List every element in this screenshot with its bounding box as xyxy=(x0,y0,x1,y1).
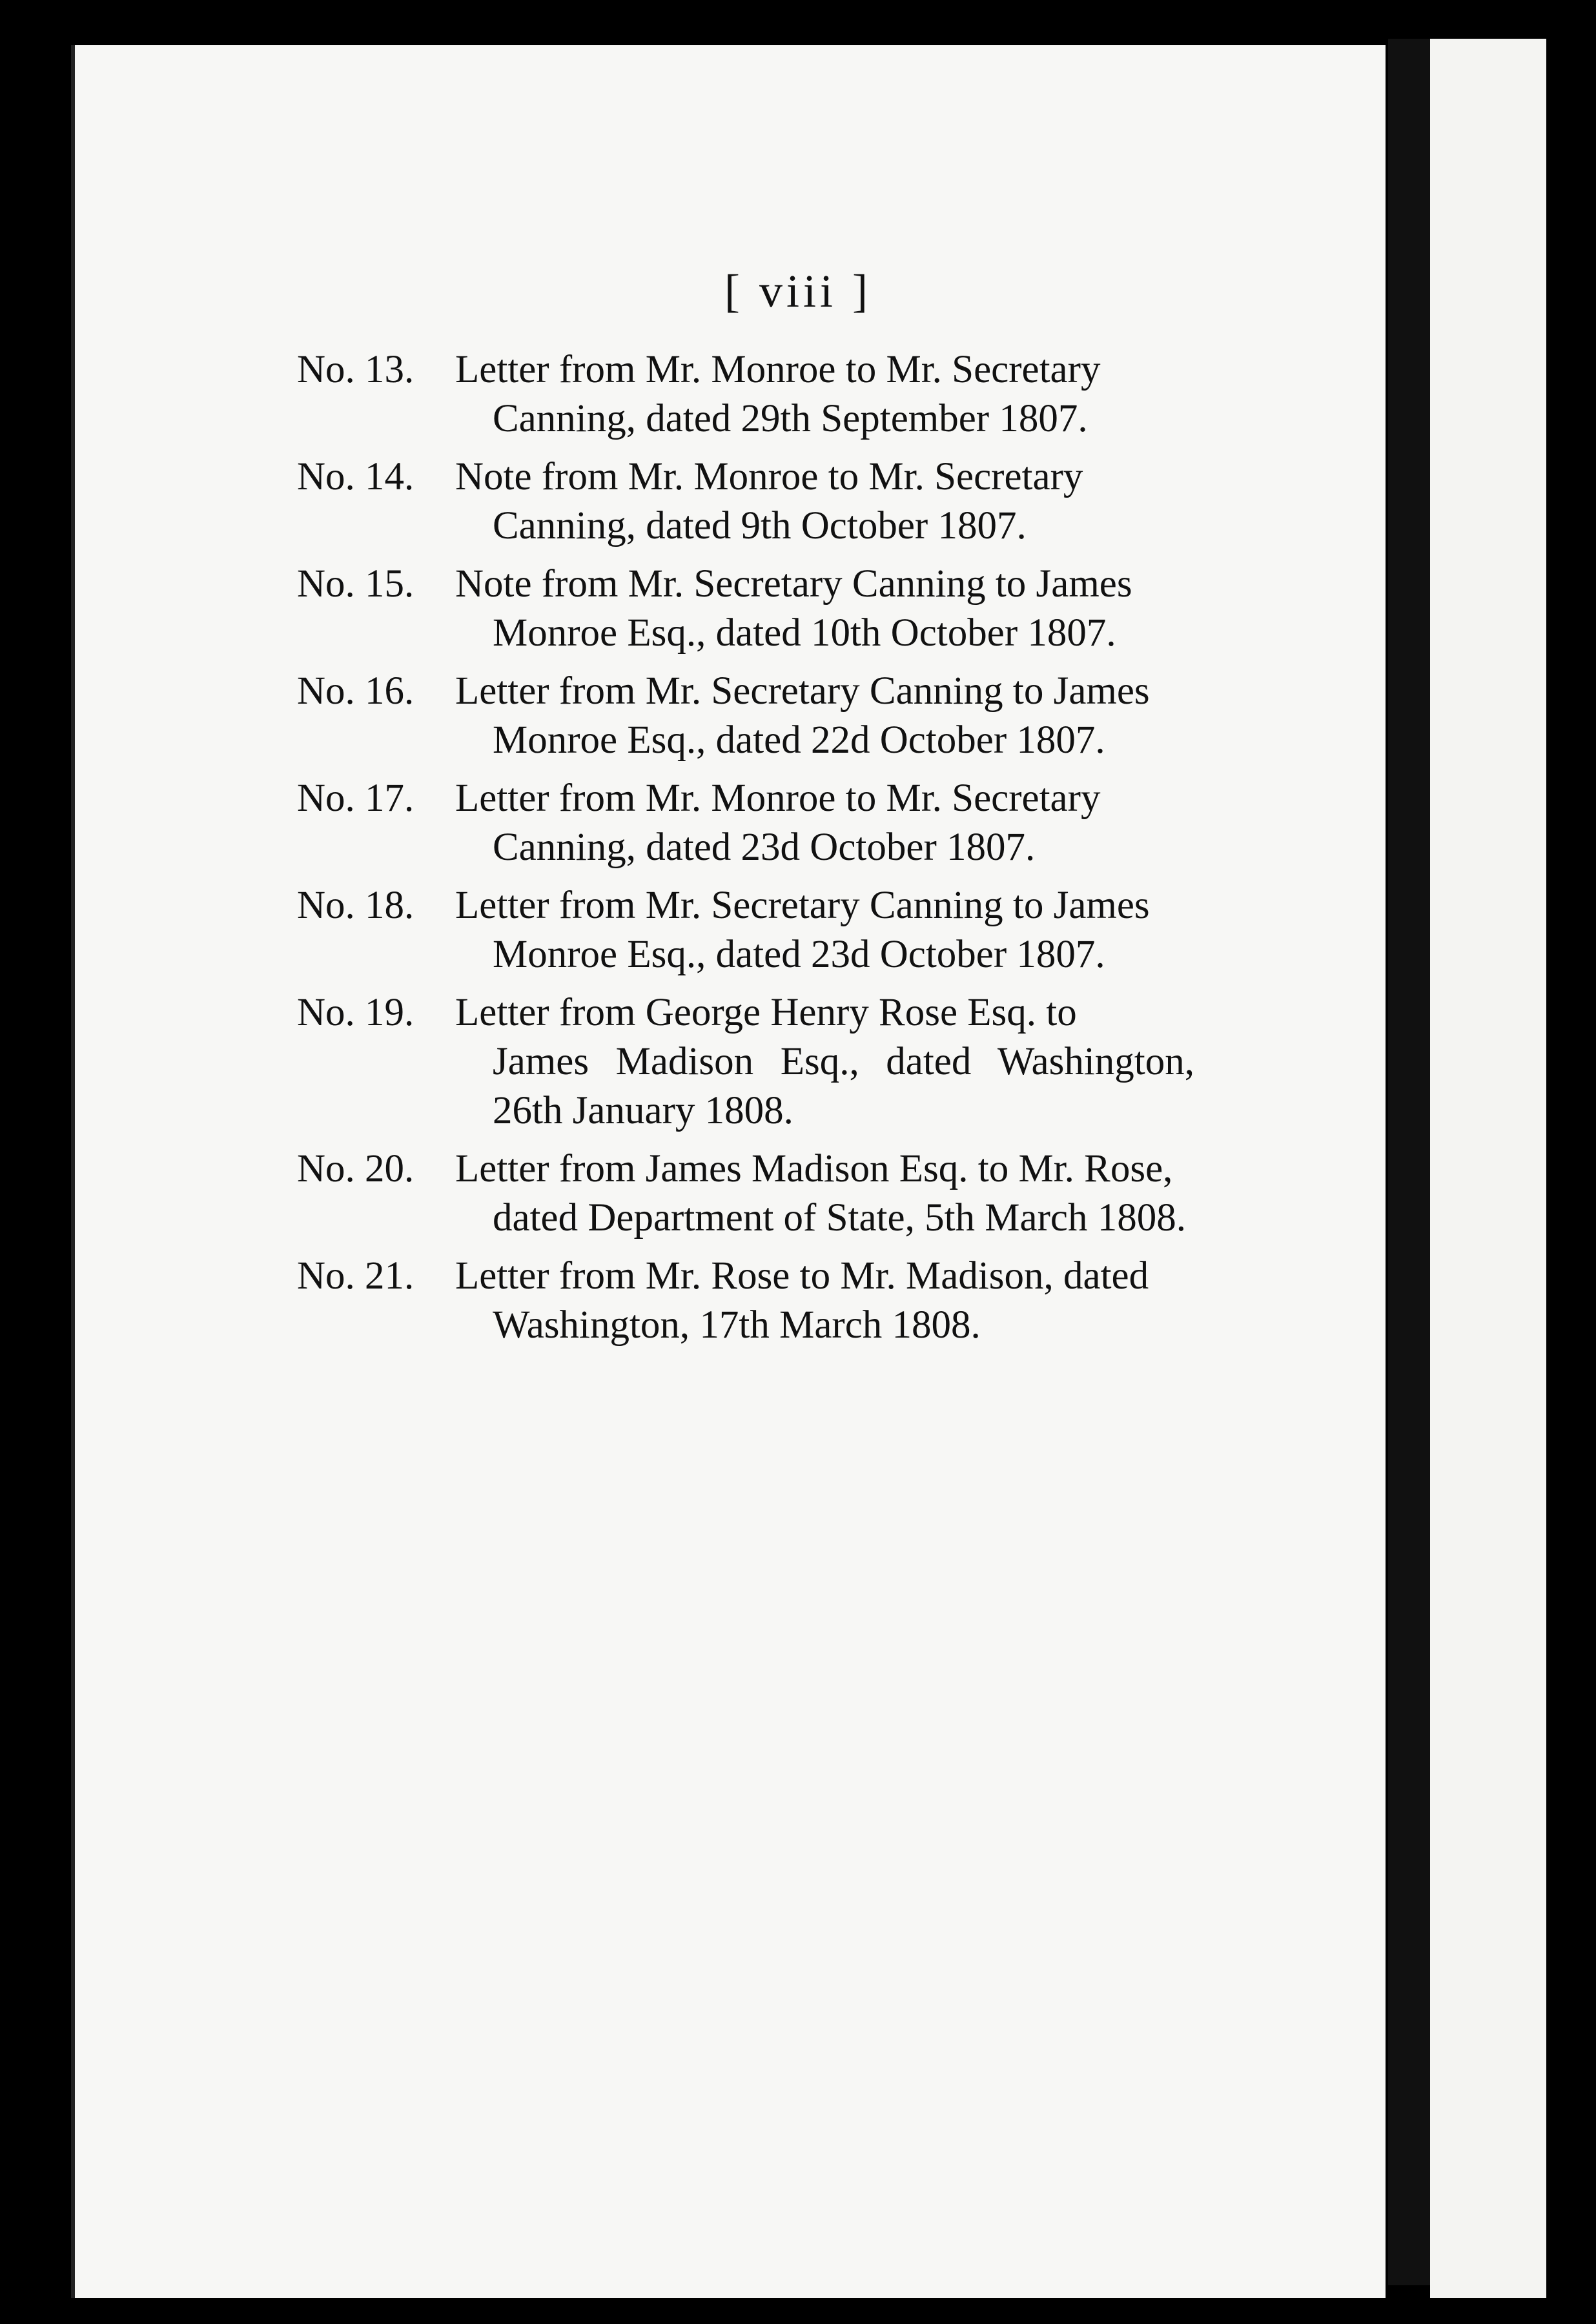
entry-description xyxy=(455,560,1194,658)
entry-number: No. 19. xyxy=(297,991,414,1034)
entry-continuation: Monroe Esq., dated 10th October 1807. xyxy=(493,611,1116,655)
contents-entry xyxy=(297,881,1194,979)
entry-continuation: dated Department of State, 5th March 1808. xyxy=(493,1196,1186,1239)
entry-number: No. 20. xyxy=(297,1147,414,1190)
entry-continuation: Monroe Esq., dated 23d October 1807. xyxy=(493,933,1105,976)
contents-entry xyxy=(297,667,1194,765)
entry-description xyxy=(455,667,1194,765)
entry-description xyxy=(455,1145,1194,1243)
entry-number: No. 14. xyxy=(297,455,414,498)
page-number: [ viii ] xyxy=(724,265,872,317)
entry-line: Note from Mr. Secretary Canning to James xyxy=(455,562,1132,606)
entry-continuation: James Madison Esq., dated Washington, 26th January 1808. xyxy=(493,1040,1194,1132)
entry-number: No. 18. xyxy=(297,884,414,927)
entry-line: Letter from Mr. Monroe to Mr. Secretary xyxy=(455,348,1101,391)
adjacent-page-edge xyxy=(1430,39,1546,2298)
entry-line: Letter from James Madison Esq. to Mr. Rose, xyxy=(455,1147,1173,1190)
contents-entry xyxy=(297,453,1194,551)
entry-line: Letter from Mr. Monroe to Mr. Secretary xyxy=(455,777,1101,820)
entry-number: No. 15. xyxy=(297,562,414,606)
contents-list xyxy=(297,345,1194,1359)
entry-description xyxy=(455,345,1194,443)
entry-description xyxy=(455,988,1194,1136)
entry-number: No. 13. xyxy=(297,348,414,391)
entry-number: No. 16. xyxy=(297,669,414,713)
contents-entry xyxy=(297,988,1194,1136)
contents-entry xyxy=(297,1145,1194,1243)
entry-line: Letter from George Henry Rose Esq. to xyxy=(455,991,1077,1034)
entry-line: Note from Mr. Monroe to Mr. Secretary xyxy=(455,455,1083,498)
entry-line: Letter from Mr. Secretary Canning to James xyxy=(455,669,1150,713)
contents-entry xyxy=(297,560,1194,658)
entry-number: No. 17. xyxy=(297,777,414,820)
entry-line: Letter from Mr. Rose to Mr. Madison, dated xyxy=(455,1254,1149,1298)
contents-entry xyxy=(297,345,1194,443)
entry-continuation: Canning, dated 23d October 1807. xyxy=(493,826,1036,869)
entry-continuation: Canning, dated 29th September 1807. xyxy=(493,397,1088,440)
entry-continuation: Canning, dated 9th October 1807. xyxy=(493,504,1027,547)
entry-line: Letter from Mr. Secretary Canning to James xyxy=(455,884,1150,927)
entry-description xyxy=(455,453,1194,551)
entry-number: No. 21. xyxy=(297,1254,414,1298)
contents-entry xyxy=(297,1252,1194,1350)
entry-description xyxy=(455,1252,1194,1350)
entry-continuation: Washington, 17th March 1808. xyxy=(493,1303,981,1347)
entry-description xyxy=(455,881,1194,979)
contents-entry xyxy=(297,774,1194,872)
entry-continuation: Monroe Esq., dated 22d October 1807. xyxy=(493,719,1105,762)
page-gutter xyxy=(1388,39,1430,2285)
entry-description xyxy=(455,774,1194,872)
